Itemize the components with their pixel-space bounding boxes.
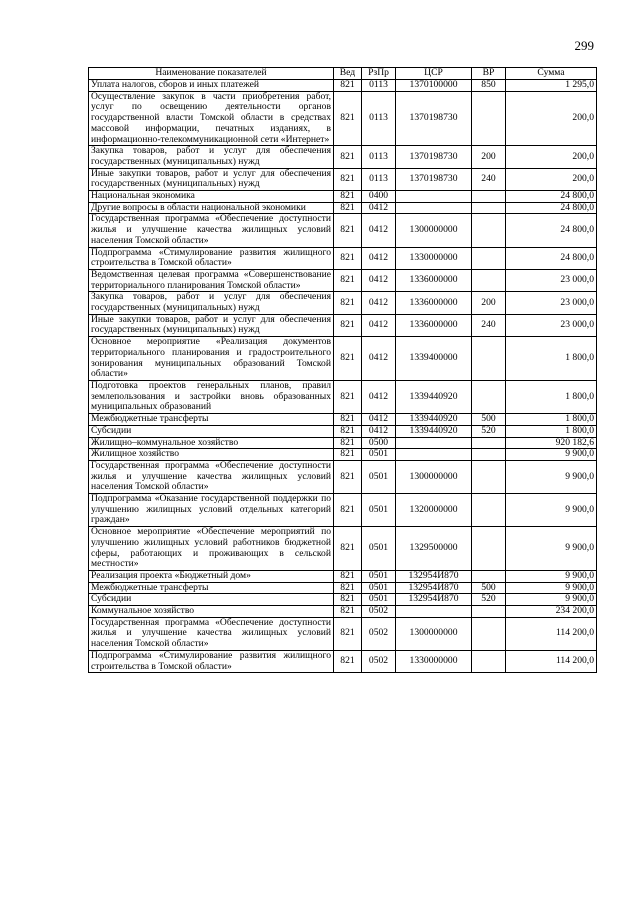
cell-ved: 821 [334,494,362,527]
cell-rzpr: 0113 [362,91,396,146]
cell-rzpr: 0501 [362,527,396,571]
cell-ved: 821 [334,594,362,606]
cell-vr: 200 [472,292,506,314]
cell-rzpr: 0412 [362,202,396,214]
cell-ved: 821 [334,414,362,426]
header-vr: ВР [472,68,506,80]
cell-csr: 1300000000 [396,617,472,650]
cell-rzpr: 0113 [362,80,396,92]
cell-name: Ведомственная целевая программа «Совершенствование территориального планирования Томской области» [89,269,334,291]
cell-vr [472,449,506,461]
cell-rzpr: 0412 [362,292,396,314]
cell-vr [472,460,506,493]
cell-name: Коммунальное хозяйство [89,606,334,618]
table-row [89,494,597,527]
cell-csr: 1370198730 [396,91,472,146]
table-body [89,80,597,673]
cell-sum: 1 295,0 [506,80,597,92]
cell-csr [396,437,472,449]
cell-name: Основное мероприятие «Обеспечение мероприятий по улучшению жилищных условий работников бюджетной сферы, работающих и проживающих в сельской местности» [89,527,334,571]
cell-rzpr: 0412 [362,314,396,336]
table-row [89,449,597,461]
cell-name: Государственная программа «Обеспечение доступности жилья и улучшение качества жилищных условий населения Томской области» [89,214,334,247]
cell-name: Национальная экономика [89,191,334,203]
cell-ved: 821 [334,449,362,461]
cell-sum: 920 182,6 [506,437,597,449]
cell-vr [472,570,506,582]
header-ved: Вед [334,68,362,80]
cell-csr: 1300000000 [396,214,472,247]
cell-sum: 23 000,0 [506,314,597,336]
table-header [89,68,597,80]
table-row [89,214,597,247]
table-row [89,582,597,594]
cell-ved: 821 [334,337,362,381]
cell-vr [472,191,506,203]
cell-ved: 821 [334,80,362,92]
cell-vr: 520 [472,594,506,606]
cell-sum: 23 000,0 [506,292,597,314]
cell-vr [472,247,506,269]
cell-sum: 24 800,0 [506,247,597,269]
header-csr: ЦСР [396,68,472,80]
cell-name: Закупка товаров, работ и услуг для обеспечения государственных (муниципальных) нужд [89,146,334,168]
cell-csr: 1329500000 [396,527,472,571]
cell-ved: 821 [334,292,362,314]
cell-vr [472,202,506,214]
cell-vr [472,650,506,672]
cell-vr: 850 [472,80,506,92]
cell-name: Подпрограмма «Оказание государственной поддержки по улучшению жилищных условий отдельных категорий граждан» [89,494,334,527]
cell-sum: 9 900,0 [506,594,597,606]
cell-ved: 821 [334,527,362,571]
cell-sum: 9 900,0 [506,460,597,493]
table-row [89,414,597,426]
cell-csr [396,191,472,203]
cell-name: Осуществление закупок в части приобретения работ, услуг по освещению деятельности органов государственной власти Томской области в средствах массовой информации, печатных изданиях, в информационно-телекоммуникационной сети «Интернет» [89,91,334,146]
cell-vr: 240 [472,168,506,190]
cell-vr: 200 [472,146,506,168]
table-row [89,292,597,314]
table-row [89,314,597,336]
cell-rzpr: 0501 [362,460,396,493]
header-rzpr: РзПр [362,68,396,80]
cell-name: Уплата налогов, сборов и иных платежей [89,80,334,92]
table-row [89,146,597,168]
cell-rzpr: 0500 [362,437,396,449]
cell-ved: 821 [334,425,362,437]
cell-rzpr: 0501 [362,449,396,461]
cell-name: Жилищное хозяйство [89,449,334,461]
cell-rzpr: 0412 [362,214,396,247]
cell-rzpr: 0502 [362,606,396,618]
cell-csr: 1320000000 [396,494,472,527]
table-row [89,437,597,449]
cell-name: Подпрограмма «Стимулирование развития жилищного строительства в Томской области» [89,650,334,672]
table-row [89,425,597,437]
cell-vr: 520 [472,425,506,437]
cell-vr [472,494,506,527]
table-row [89,594,597,606]
cell-name: Субсидии [89,594,334,606]
cell-rzpr: 0412 [362,380,396,413]
cell-name: Реализация проекта «Бюджетный дом» [89,570,334,582]
header-sum: Сумма [506,68,597,80]
cell-rzpr: 0501 [362,582,396,594]
cell-csr: 1339400000 [396,337,472,381]
cell-ved: 821 [334,214,362,247]
cell-ved: 821 [334,582,362,594]
cell-rzpr: 0412 [362,337,396,381]
cell-vr [472,437,506,449]
cell-csr: 132954И870 [396,570,472,582]
cell-csr: 132954И870 [396,594,472,606]
cell-name: Подготовка проектов генеральных планов, правил землепользования и застройки вновь образованных муниципальных образований [89,380,334,413]
cell-sum: 1 800,0 [506,380,597,413]
cell-sum: 114 200,0 [506,650,597,672]
cell-name: Подпрограмма «Стимулирование развития жилищного строительства в Томской области» [89,247,334,269]
cell-sum: 9 900,0 [506,527,597,571]
cell-ved: 821 [334,202,362,214]
cell-rzpr: 0502 [362,617,396,650]
cell-csr: 1336000000 [396,269,472,291]
cell-ved: 821 [334,146,362,168]
cell-csr: 132954И870 [396,582,472,594]
cell-ved: 821 [334,91,362,146]
cell-vr [472,91,506,146]
cell-sum: 1 800,0 [506,414,597,426]
table-row [89,80,597,92]
cell-name: Государственная программа «Обеспечение доступности жилья и улучшение качества жилищных условий населения Томской области» [89,617,334,650]
cell-sum: 9 900,0 [506,570,597,582]
cell-csr: 1370198730 [396,146,472,168]
cell-name: Закупка товаров, работ и услуг для обеспечения государственных (муниципальных) нужд [89,292,334,314]
cell-csr: 1330000000 [396,247,472,269]
table-row [89,460,597,493]
cell-vr [472,214,506,247]
cell-name: Основное мероприятие «Реализация документов территориального планирования и градостроительного зонирования муниципальных образований Томской области» [89,337,334,381]
cell-vr [472,337,506,381]
cell-sum: 24 800,0 [506,191,597,203]
table-row [89,570,597,582]
cell-rzpr: 0501 [362,494,396,527]
cell-rzpr: 0412 [362,247,396,269]
cell-csr: 1336000000 [396,314,472,336]
cell-csr: 1339440920 [396,414,472,426]
table-row [89,191,597,203]
cell-ved: 821 [334,606,362,618]
cell-ved: 821 [334,650,362,672]
page-number: 299 [574,38,594,53]
cell-ved: 821 [334,437,362,449]
cell-rzpr: 0412 [362,269,396,291]
cell-ved: 821 [334,269,362,291]
cell-csr [396,449,472,461]
cell-csr: 1370198730 [396,168,472,190]
cell-sum: 234 200,0 [506,606,597,618]
cell-sum: 114 200,0 [506,617,597,650]
cell-csr: 1370100000 [396,80,472,92]
cell-rzpr: 0412 [362,425,396,437]
table-row [89,617,597,650]
cell-name: Жилищно–коммунальное хозяйство [89,437,334,449]
cell-vr [472,617,506,650]
cell-name: Межбюджетные трансферты [89,582,334,594]
cell-rzpr: 0113 [362,146,396,168]
cell-rzpr: 0501 [362,570,396,582]
cell-sum: 200,0 [506,168,597,190]
cell-name: Иные закупки товаров, работ и услуг для обеспечения государственных (муниципальных) нужд [89,168,334,190]
table-row [89,269,597,291]
cell-csr: 1336000000 [396,292,472,314]
cell-csr: 1339440920 [396,380,472,413]
cell-name: Государственная программа «Обеспечение доступности жилья и улучшение качества жилищных условий населения Томской области» [89,460,334,493]
cell-sum: 200,0 [506,146,597,168]
cell-sum: 9 900,0 [506,494,597,527]
cell-vr: 500 [472,582,506,594]
cell-ved: 821 [334,460,362,493]
header-name: Наименование показателей [89,68,334,80]
table-row [89,650,597,672]
cell-sum: 9 900,0 [506,582,597,594]
cell-sum: 1 800,0 [506,337,597,381]
cell-csr: 1300000000 [396,460,472,493]
cell-ved: 821 [334,191,362,203]
cell-rzpr: 0412 [362,414,396,426]
table-row [89,606,597,618]
cell-name: Другие вопросы в области национальной экономики [89,202,334,214]
cell-sum: 1 800,0 [506,425,597,437]
table-row [89,527,597,571]
cell-vr [472,269,506,291]
budget-table [88,67,597,673]
table-row [89,380,597,413]
cell-ved: 821 [334,617,362,650]
cell-name: Субсидии [89,425,334,437]
cell-ved: 821 [334,380,362,413]
table-row [89,337,597,381]
cell-sum: 24 800,0 [506,202,597,214]
cell-rzpr: 0113 [362,168,396,190]
cell-sum: 24 800,0 [506,214,597,247]
cell-ved: 821 [334,247,362,269]
cell-rzpr: 0502 [362,650,396,672]
cell-csr [396,606,472,618]
cell-rzpr: 0400 [362,191,396,203]
cell-ved: 821 [334,168,362,190]
cell-ved: 821 [334,570,362,582]
cell-vr [472,606,506,618]
cell-name: Иные закупки товаров, работ и услуг для обеспечения государственных (муниципальных) нужд [89,314,334,336]
cell-vr [472,527,506,571]
cell-sum: 9 900,0 [506,449,597,461]
cell-sum: 200,0 [506,91,597,146]
cell-vr [472,380,506,413]
table-row [89,202,597,214]
cell-csr [396,202,472,214]
cell-vr: 240 [472,314,506,336]
cell-csr: 1339440920 [396,425,472,437]
table-row [89,91,597,146]
cell-name: Межбюджетные трансферты [89,414,334,426]
cell-sum: 23 000,0 [506,269,597,291]
cell-csr: 1330000000 [396,650,472,672]
cell-vr: 500 [472,414,506,426]
table-row [89,168,597,190]
cell-ved: 821 [334,314,362,336]
cell-rzpr: 0501 [362,594,396,606]
table-row [89,247,597,269]
